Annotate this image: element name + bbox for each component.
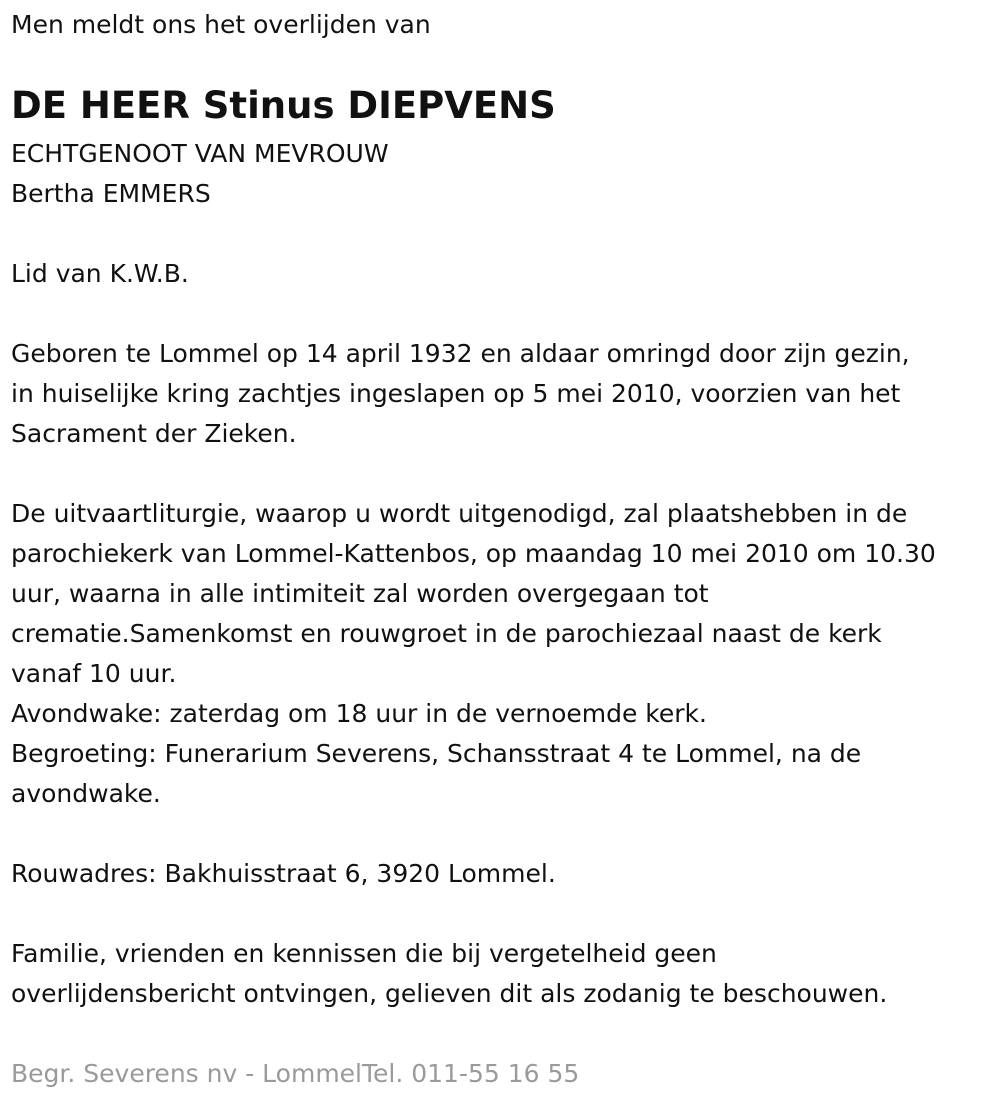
- greeting-line: Begroeting: Funerarium Severens, Schansstraat 4 te Lommel, na de: [11, 739, 862, 768]
- birth-death-paragraph: [11, 334, 910, 454]
- vigil-line: Avondwake: zaterdag om 18 uur in de vernoemde kerk.: [11, 699, 707, 728]
- paragraph-line: vanaf 10 uur.: [11, 659, 177, 688]
- spouse-block: [11, 134, 389, 214]
- funeral-home-footer: Begr. Severens nv - LommelTel. 011-55 16 55: [11, 1059, 580, 1088]
- paragraph-line: Geboren te Lommel op 14 april 1932 en aldaar omringd door zijn gezin,: [11, 339, 910, 368]
- paragraph-line: crematie.Samenkomst en rouwgroet in de parochiezaal naast de kerk: [11, 619, 882, 648]
- paragraph-line: in huiselijke kring zachtjes ingeslapen op 5 mei 2010, voorzien van het: [11, 379, 901, 408]
- intro-text: Men meldt ons het overlijden van: [11, 10, 431, 39]
- membership-text: Lid van K.W.B.: [11, 259, 189, 288]
- paragraph-line: uur, waarna in alle intimiteit zal worden overgegaan tot: [11, 579, 709, 608]
- deceased-name: DE HEER Stinus DIEPVENS: [11, 84, 556, 127]
- paragraph-line: overlijdensbericht ontvingen, gelieven dit als zodanig te beschouwen.: [11, 979, 888, 1008]
- mourning-address: Rouwadres: Bakhuisstraat 6, 3920 Lommel.: [11, 859, 556, 888]
- spouse-line: ECHTGENOOT VAN MEVROUW: [11, 139, 389, 168]
- paragraph-line: Sacrament der Zieken.: [11, 419, 297, 448]
- closing-paragraph: [11, 934, 887, 1014]
- funeral-paragraph: [11, 494, 936, 814]
- paragraph-line: De uitvaartliturgie, waarop u wordt uitgenodigd, zal plaatshebben in de: [11, 499, 908, 528]
- paragraph-line: Familie, vrienden en kennissen die bij vergetelheid geen: [11, 939, 717, 968]
- address-block: [11, 854, 556, 894]
- membership-block: [11, 254, 189, 294]
- spouse-name: Bertha EMMERS: [11, 179, 211, 208]
- paragraph-line: parochiekerk van Lommel-Kattenbos, op maandag 10 mei 2010 om 10.30: [11, 539, 936, 568]
- paragraph-line: avondwake.: [11, 779, 161, 808]
